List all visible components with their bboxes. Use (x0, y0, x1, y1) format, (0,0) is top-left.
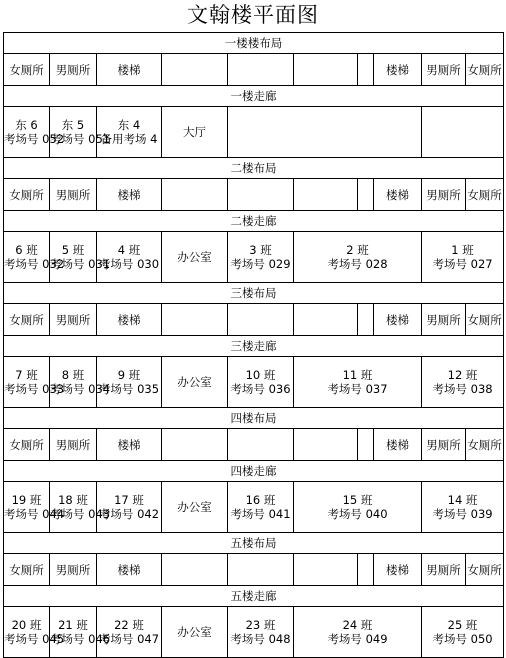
room-name: 1 班 (451, 243, 474, 257)
floor-layout-header-row (4, 158, 504, 179)
room-exam-number: 考场号 037 (327, 382, 388, 396)
room-exam-number: 考场号 049 (327, 632, 388, 646)
room-cell (50, 357, 111, 408)
room-exam-number: 考场号 034 (50, 382, 111, 396)
room-name: 20 班 (11, 618, 42, 632)
floor-facilities-row (4, 554, 504, 586)
facility-cell (162, 554, 228, 586)
floor-corridor-header-row (4, 336, 504, 357)
facility-cell: 男厕所 (50, 429, 97, 461)
room-name: 24 班 (342, 618, 373, 632)
room-exam-number: 考场号 044 (4, 507, 65, 521)
facility-cell: 女厕所 (4, 429, 50, 461)
room-exam-number: 考场号 036 (230, 382, 291, 396)
facility-cell: 楼梯 (374, 429, 422, 461)
room-name: 8 班 (61, 368, 85, 382)
facility-cell: 男厕所 (422, 304, 466, 336)
room-exam-number: 考场号 039 (432, 507, 493, 521)
room-exam-number: 考场号 048 (230, 632, 291, 646)
room-exam-number: 考场号 051 (50, 132, 111, 146)
facility-cell: 楼梯 (374, 304, 422, 336)
room-exam-number: 考场号 033 (4, 382, 65, 396)
room-name: 21 班 (58, 618, 88, 632)
facility-cell: 女厕所 (4, 54, 50, 86)
room-cell (4, 482, 65, 533)
room-name: 16 班 (245, 493, 276, 507)
room-name: 23 班 (245, 618, 276, 632)
room-cell (162, 482, 228, 533)
facility-cell (228, 304, 294, 336)
floor-corridor-label: 三楼走廊 (4, 336, 504, 357)
room-cell (294, 607, 422, 658)
floor-plan-table (3, 32, 504, 658)
facility-cell (162, 54, 228, 86)
floor-corridor-label: 四楼走廊 (4, 461, 504, 482)
floor-corridor-label: 二楼走廊 (4, 211, 504, 232)
room-cell (97, 232, 162, 283)
room-cell (228, 482, 294, 533)
room-exam-number: 考场号 031 (50, 257, 111, 271)
facility-cell (358, 54, 374, 86)
room-exam-number: 备用考场 4 (100, 132, 158, 146)
floor-layout-label: 五楼布局 (4, 533, 504, 554)
room-cell (50, 607, 111, 658)
room-cell (162, 607, 228, 658)
room-name: 25 班 (447, 618, 478, 632)
floor-facilities-row (4, 304, 504, 336)
facility-cell (294, 179, 358, 211)
floor-layout-label: 二楼布局 (4, 158, 504, 179)
room-cell (50, 482, 111, 533)
room-name: 12 班 (447, 368, 478, 382)
facility-cell (228, 554, 294, 586)
facility-cell: 男厕所 (50, 304, 97, 336)
room-name: 14 班 (447, 493, 478, 507)
facility-cell: 男厕所 (50, 54, 97, 86)
floor-corridor-header-row (4, 211, 504, 232)
floor-corridor-header-row (4, 586, 504, 607)
room-name: 5 班 (61, 243, 85, 257)
room-name: 办公室 (177, 250, 212, 264)
facility-cell (294, 54, 358, 86)
room-name: 办公室 (177, 500, 212, 514)
room-name: 东 4 (117, 118, 141, 132)
facility-cell: 女厕所 (466, 554, 504, 586)
floor-layout-header-row (4, 533, 504, 554)
room-name: 东 6 (15, 118, 38, 132)
floor-layout-header-row (4, 33, 504, 54)
facility-cell: 女厕所 (4, 304, 50, 336)
floor-layout-label: 四楼布局 (4, 408, 504, 429)
room-cell (422, 482, 504, 533)
page-title: 文翰楼平面图 (187, 3, 319, 27)
room-name: 15 班 (342, 493, 373, 507)
facility-cell (162, 304, 228, 336)
room-exam-number: 考场号 040 (327, 507, 388, 521)
facility-cell (294, 429, 358, 461)
room-cell (4, 107, 65, 158)
floor-layout-header-row (4, 283, 504, 304)
room-name: 11 班 (342, 368, 373, 382)
floor-rooms-row (4, 357, 504, 408)
room-name: 10 班 (245, 368, 276, 382)
room-name: 大厅 (183, 125, 206, 139)
room-exam-number: 考场号 032 (4, 257, 65, 271)
room-cell (228, 232, 294, 283)
room-exam-number: 考场号 047 (98, 632, 160, 646)
facility-cell (228, 429, 294, 461)
room-name: 3 班 (249, 243, 272, 257)
facility-cell (228, 179, 294, 211)
facility-cell: 楼梯 (374, 179, 422, 211)
room-cell (422, 107, 504, 158)
room-name: 办公室 (177, 375, 212, 389)
facility-cell (358, 179, 374, 211)
facility-cell: 楼梯 (97, 429, 162, 461)
room-exam-number: 考场号 046 (50, 632, 111, 646)
floor-facilities-row (4, 179, 504, 211)
floor-corridor-header-row (4, 86, 504, 107)
room-cell (228, 357, 294, 408)
floor-facilities-row (4, 54, 504, 86)
room-cell (162, 107, 228, 158)
facility-cell: 男厕所 (422, 54, 466, 86)
room-name: 17 班 (114, 493, 144, 507)
room-cell (228, 107, 422, 158)
room-cell (422, 232, 504, 283)
room-cell (97, 482, 162, 533)
floor-corridor-label: 五楼走廊 (4, 586, 504, 607)
room-cell (294, 357, 422, 408)
room-exam-number: 考场号 042 (98, 507, 160, 521)
room-exam-number: 考场号 041 (230, 507, 291, 521)
room-cell (97, 107, 162, 158)
room-exam-number: 考场号 035 (98, 382, 160, 396)
facility-cell (162, 179, 228, 211)
facility-cell: 女厕所 (466, 304, 504, 336)
room-cell (294, 232, 422, 283)
room-exam-number: 考场号 028 (327, 257, 388, 271)
room-cell (294, 482, 422, 533)
room-cell (50, 107, 111, 158)
room-cell (422, 357, 504, 408)
floor-corridor-label: 一楼走廊 (4, 86, 504, 107)
facility-cell: 楼梯 (97, 554, 162, 586)
room-name: 东 5 (61, 118, 85, 132)
room-cell (4, 607, 65, 658)
floor-corridor-header-row (4, 461, 504, 482)
floor-rooms-row (4, 607, 504, 658)
floor-layout-header-row (4, 408, 504, 429)
floor-facilities-row (4, 429, 504, 461)
facility-cell: 男厕所 (422, 429, 466, 461)
floor-layout-label: 三楼布局 (4, 283, 504, 304)
facility-cell (358, 554, 374, 586)
room-name: 9 班 (117, 368, 141, 382)
room-exam-number: 考场号 029 (230, 257, 291, 271)
room-cell (50, 232, 111, 283)
room-exam-number: 考场号 027 (432, 257, 493, 271)
facility-cell: 女厕所 (466, 54, 504, 86)
room-cell (4, 357, 65, 408)
room-exam-number: 考场号 030 (98, 257, 160, 271)
room-cell (97, 607, 162, 658)
facility-cell (228, 54, 294, 86)
room-cell (4, 232, 65, 283)
facility-cell: 楼梯 (97, 54, 162, 86)
room-cell (162, 357, 228, 408)
facility-cell: 男厕所 (50, 179, 97, 211)
room-exam-number: 考场号 050 (432, 632, 493, 646)
room-name: 19 班 (11, 493, 42, 507)
room-cell (228, 607, 294, 658)
facility-cell: 男厕所 (50, 554, 97, 586)
room-name: 22 班 (114, 618, 144, 632)
facility-cell: 女厕所 (466, 429, 504, 461)
facility-cell (294, 304, 358, 336)
floor-rooms-row (4, 482, 504, 533)
facility-cell (162, 429, 228, 461)
floor-layout-label: 一楼楼布局 (4, 33, 504, 54)
facility-cell: 女厕所 (4, 179, 50, 211)
facility-cell (358, 429, 374, 461)
facility-cell: 男厕所 (422, 179, 466, 211)
room-cell (422, 607, 504, 658)
facility-cell: 楼梯 (374, 54, 422, 86)
floor-rooms-row (4, 232, 504, 283)
room-name: 7 班 (15, 368, 38, 382)
room-exam-number: 考场号 038 (432, 382, 493, 396)
floor-rooms-row (4, 107, 504, 158)
facility-cell: 楼梯 (374, 554, 422, 586)
room-cell (162, 232, 228, 283)
facility-cell: 男厕所 (422, 554, 466, 586)
facility-cell: 楼梯 (97, 304, 162, 336)
facility-cell (358, 304, 374, 336)
room-name: 办公室 (177, 625, 212, 639)
room-name: 2 班 (346, 243, 369, 257)
facility-cell: 女厕所 (466, 179, 504, 211)
room-name: 4 班 (117, 243, 141, 257)
room-exam-number: 考场号 045 (4, 632, 65, 646)
room-name: 18 班 (58, 493, 88, 507)
room-cell (97, 357, 162, 408)
facility-cell: 楼梯 (97, 179, 162, 211)
room-name: 6 班 (15, 243, 38, 257)
room-exam-number: 考场号 043 (50, 507, 111, 521)
facility-cell (294, 554, 358, 586)
facility-cell: 女厕所 (4, 554, 50, 586)
room-exam-number: 考场号 052 (4, 132, 65, 146)
